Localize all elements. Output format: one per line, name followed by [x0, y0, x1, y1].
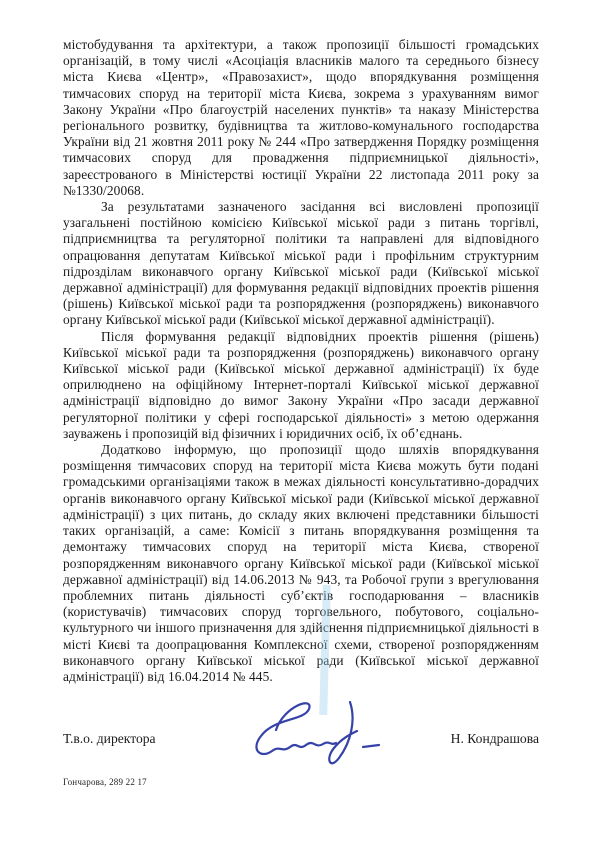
letter-body: [63, 37, 539, 685]
paragraph-4: Додатково інформую, що пропозиції щодо шляхів впорядкування розміщення тимчасових споруд на території міста Києва можуть бути подані громадськими організаціями також в межах діяльності консультативно-дорадчих органів виконавчого органу Київської міської ради (Київської міської державної адміністрації) з цих питань, до складу яких включені представники більшості таких організацій, а саме: Комісії з питань впорядкування розміщення та демонтажу тимчасових споруд на території міста Києва, створеної розпорядженням виконавчого органу Київської міської ради (Київської міської державної адміністрації) від 14.06.2013 № 943, та Робочої групи з врегулювання проблемних питань діяльності суб’єктів господарювання – власників (користувачів) тимчасових споруд торговельного, побутового, соціально-культурного чи іншого призначення для здійснення підприємницької діяльності в місті Києві та доопрацювання Комплексної схеми, створеної розпорядженням виконавчого органу Київської міської ради (Київської міської державної адміністрації) від 16.04.2014 № 445.: [63, 442, 539, 684]
paragraph-2: За результатами зазначеного засідання всі висловлені пропозиції узагальнені постійною комісією Київської міської ради з питань торгівлі, підприємництва та регуляторної політики та направлені для відповідного опрацювання депутатам Київської міської ради і профільним структурним підрозділам виконавчого органу Київської міської ради (Київської міської державної адміністрації) для формування редакції відповідних проектів рішення (рішень) Київської міської ради та розпорядження (розпоряджень) виконавчого органу Київської міської ради (Київської міської державної адміністрації).: [63, 199, 539, 328]
contact-footnote: Гончарова, 289 22 17: [63, 777, 147, 787]
signoff-row: [63, 731, 539, 747]
paragraph-3: Після формування редакції відповідних проектів рішення (рішень) Київської міської ради та розпорядження (розпоряджень) виконавчого органу Київської міської ради (Київської міської державної адміністрації) їх буде оприлюднено на офіційному Інтернет-порталі Київської міської державної адміністрації відповідно до вимог Закону України «Про засади державної регуляторної політики у сфері господарської діяльності» з метою одержання зауважень і пропозицій від фізичних і юридичних осіб, їх об’єднань.: [63, 328, 539, 441]
paragraph-1: містобудування та архітектури, а також пропозиції більшості громадських організацій, в тому числі «Асоціація власників малого та середнього бізнесу міста Києва «Центр», «Правозахист», щодо впорядкування розміщення тимчасових споруд на території міста Києва, зокрема з урахуванням вимог Закону України «Про благоустрій населених пунктів» та наказу Міністерства регіонального розвитку, будівництва та житлово-комунального господарства України від 21 жовтня 2011 року № 244 «Про затвердження Порядку розміщення тимчасових споруд для провадження підприємницької діяльності», зареєстрованого в Міністерстві юстиції України 22 листопада 2011 року за №1330/20068.: [63, 37, 539, 198]
signoff-title: Т.в.о. директора: [63, 731, 156, 746]
signoff-name: Н. Кондрашова: [450, 731, 539, 746]
